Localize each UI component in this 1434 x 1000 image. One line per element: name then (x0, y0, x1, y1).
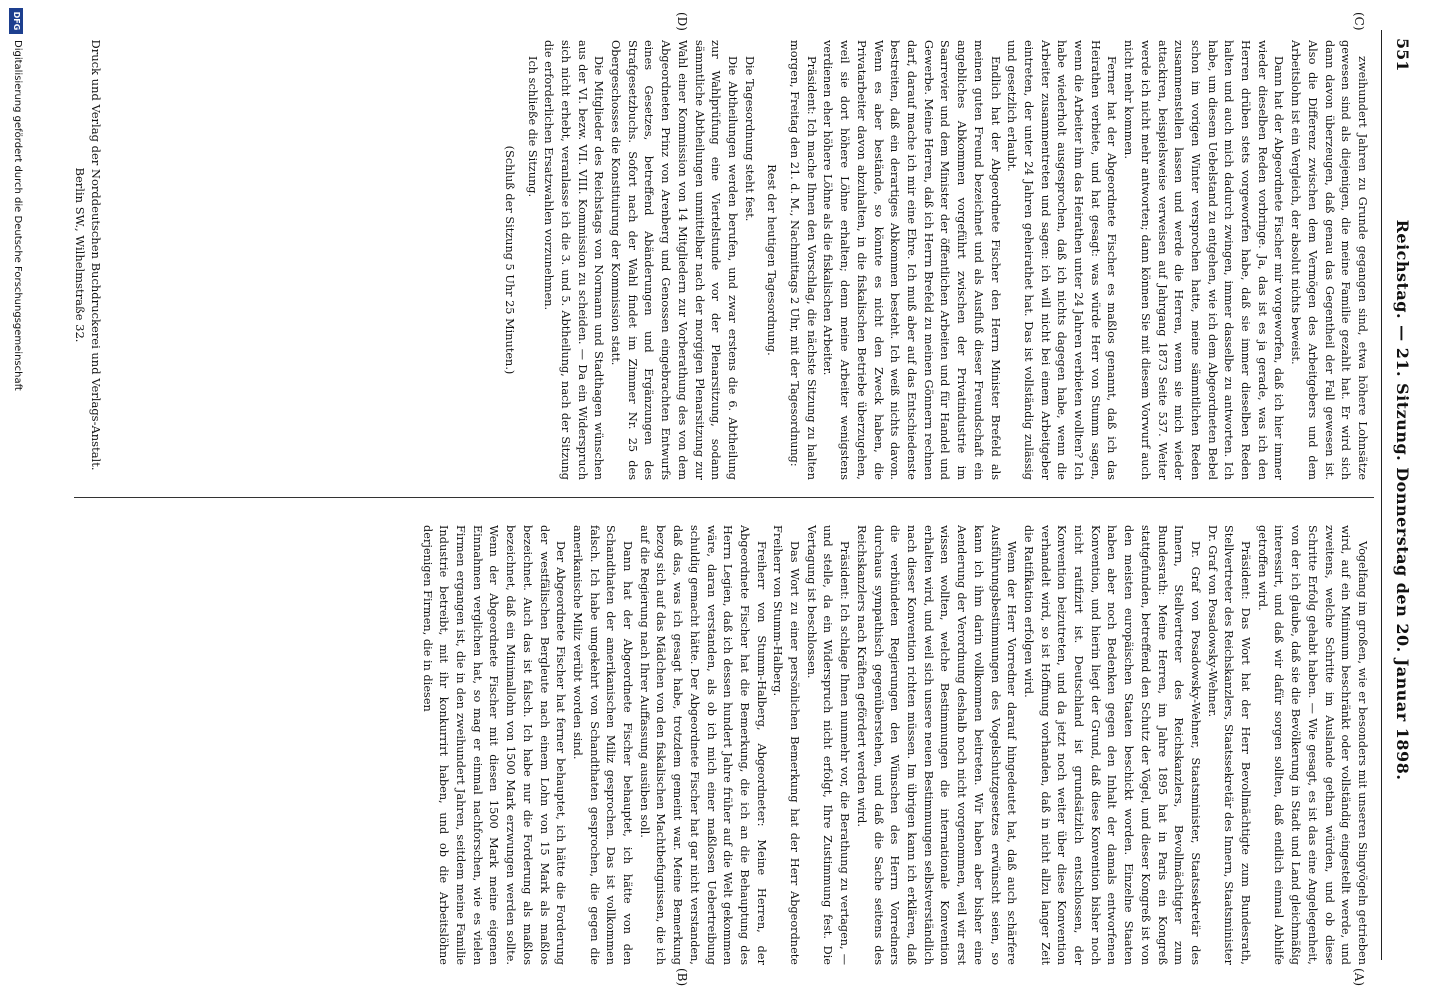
left-text-column (494, 40, 1370, 480)
paragraph: Endlich hat der Abgeordnete Fischer den Herrn Minister Brefeld als meinen guten Freund bezeichnet und als Ausfluß dieser Freundschaft ein angebliches Abkommen vorgeführt zwischen der Privatindustrie im Saarrevier und dem Minister der öffentlichen Arbeiten und für Handel und Gewerbe. Meine Herren, daß ich Herrn Brefeld zu meinen Gönnern rechnen darf, darauf mache ich mir eine Ehre. Ich muß aber auf das Entschiedenste bestreiten, daß ein derartiges Abkommen besteht. Ich weiß nichts davon. Wenn es aber bestände, so könnte es nicht den Zweck haben, die Privatarbeiter davon abzuhalten, in die fiskalischen Betriebe überzugehen, weil sie dort höhere Löhne erhalten; denn meine Arbeiter wenigstens verdienen eher höhere Löhne als die fiskalischen Arbeiter. (821, 40, 1002, 480)
page-number: 551 (1393, 38, 1412, 72)
paragraph: Ferner hat der Abgeordnete Fischer es maßlos genannt, daß ich das Heirathen verbiete, und hat gesagt: was würde Herr von Stumm sagen, wenn die Arbeiter ihm das Heirathen unter 24 Jahren verbieten wollten? Ich habe wiederholt ausgesprochen, daß ich nichts dagegen habe, wenn die Arbeiter zusammentreten und sagen: ich will nicht bei einem Arbeitgeber eintreten, der unter 24 Jahren geheirathet hat. Das ist vollständig zulässig und gesetzlich erlaubt. (1005, 40, 1119, 480)
paragraph: zweihundert Jahren zu Grunde gegangen sind, etwa höhere Lohnsätze gewesen sind als diejenigen, die meine Familie gezahlt hat. Er wird sich dann davon überzeugen, daß genau das Gegentheil der Fall gewesen ist. Also die Differenz zwischen dem Vermögen des Arbeitgebers und dem Arbeitslohn ist ein Vergleich, der absolut nichts beweist. (1289, 40, 1369, 480)
page-header (1388, 30, 1412, 970)
margin-marker-d: (D) (675, 12, 689, 31)
paragraph: Vogelfang im großen, wie er besonders mit unseren Singvögeln getrieben wird, auf ein Minimum beschränkt oder vollständig eingestellt werde, und zweitens, welche Schritte im Auslande gethan würden, und ob diese Schritte Erfolg gehabt haben. — Wie gesagt, es ist das eine Angelegenheit, von der ich glaube, daß sie die Bevölkerung in Stadt und Land gleichmäßig interessirt, und daß wir dafür sorgen sollten, daß endlich einmal Abhilfe getroffen wird. (1255, 525, 1369, 965)
paragraph: Wenn der Herr Vorredner darauf hingedeutet hat, daß auch schärfere Ausführungsbestimmungen des Vogelschutzgesetzes erwünscht seien, so kann ich ihm darin vollkommen beitreten. Wir haben aber bisher eine Aenderung der Verordnung deshalb noch nicht vorgenommen, weil wir erst wissen wollten, welche Bestimmungen die internationale Konvention erhalten wird, und weil sich unsere neuen Bestimmungen selbstverständlich nach dieser Konvention richten müssen. Im übrigen kann ich erklären, daß die verbündeten Regierungen den Wünschen des Herrn Vorredners durchaus sympathisch gegenüberstehen, und daß die Sache seitens des Reichskanzlers nach Kräften gefördert werden wird. (854, 525, 1019, 965)
column-divider (74, 497, 1374, 498)
digitization-credit: Digitalisierung gefördert durch die Deutsche Forschungsgemeinschaft (12, 40, 23, 391)
margin-marker-b: (B) (675, 968, 689, 987)
paragraph: Die Tagesordnung steht fest. (742, 56, 756, 222)
paragraph: Das Wort zu einer persönlichen Bemerkung hat der Herr Abgeordnete Freiherr von Stumm-Halberg. (771, 525, 802, 965)
paragraph: Die Abtheilungen werden berufen, und zwar erstens die 6. Abtheilung zur Wahlprüfung eine Viertelstunde vor der Plenarsitzung, sodann sämmtliche Abtheilungen unmittelbar nach der morgigen Plenarsitzung zur Wahl einer Kommission von 14 Mitgliedern zur Vorberathung des von dem Abgeordneten Prinz von Arenberg und Genossen eingebrachten Entwurfs eines Gesetzes, betreffend Abänderungen und Ergänzungen des Strafgesetzbuchs. Sofort nach der Wahl findet im Zimmer Nr. 25 des Obergeschosses die Konstituirung der Kommission statt. (609, 40, 739, 480)
imprint-line: Druck und Verlag der Norddeutschen Buchdruckerei und Verlags-Anstalt. (89, 39, 103, 471)
paragraph: Präsident: Ich schlage Ihnen nunmehr vor, die Berathung zu vertagen, — und stelle, da ein Widerspruch nicht erfolgt, Ihre Zustimmung fest. Die Vertagung ist beschlossen. (804, 525, 852, 965)
paragraph: Die Mitglieder des Reichstags von Normann und Stadthagen wünschen aus der VI. bezw. VII. VIII. Kommission zu scheiden. — Da ein Widerspruch sich nicht erhebt, veranlasse ich die 3. und 5. Abtheilung, nach der Sitzung die erforderlichen Ersatzwahlen vorzunehmen. (542, 40, 606, 480)
digitization-footer (4, 0, 26, 1000)
paragraph: Ich schließe die Sitzung. (525, 56, 539, 198)
right-text-column (418, 525, 1370, 965)
margin-marker-a: (A) (1352, 968, 1366, 987)
header-rule (1381, 30, 1382, 960)
paragraph: Dr. Graf von Posadowsky-Wehner, Staatsminister, Staatssekretär des Innern, Stellvertreter des Reichskanzlers, Bevollmächtigter zum Bundesrath: Meine Herren, im Jahre 1895 hat in Paris ein Kongreß stattgefunden, betreffend den Schutz der Vögel, und dieser Kongreß ist von den meisten europäischen Staaten beschickt worden. Einzelne Staaten haben aber noch Bedenken gegen den Inhalt der damals entworfenen Konvention, und hierin liegt der Grund, daß diese Konvention bisher noch nicht ratifizirt ist. Deutschland ist grundsätzlich entschlossen, der Konvention beizutreten, und da jetzt noch weiter über diese Konvention verhandelt wird, so ist Hoffnung vorhanden, daß in nicht allzu langer Zeit die Ratifikation erfolgen wird. (1021, 525, 1202, 965)
margin-marker-c: (C) (1352, 12, 1366, 31)
printer-imprint (72, 30, 104, 480)
paragraph: Dann hat der Abgeordnete Fischer behauptet, ich hätte von den Schandthaten der amerikanischen Miliz gesprochen. Das ist vollkommen falsch. Ich habe umgekehrt von Schandthaten gesprochen, die gegen die amerikanische Miliz verübt worden sind. (570, 525, 635, 965)
paragraph: Dann hat der Abgeordnete Fischer mir vorgeworfen, daß ich hier immer wieder dieselben Reden vorbringe. Ja, das ist es ja gerade, was ich den Herren drüben stets vorgeworfen habe, daß sie immer dieselben Reden halten und auch mich dadurch zwingen, immer dasselbe zu antworten. Ich habe, um diesem Uebelstand zu entgehen, wie ich dem Abgeordneten Bebel schon im vorigen Winter versprochen hatte, meine sämmtlichen Reden zusammenstellen lassen und werde die Herren, wenn sie mich wieder attackiren, beispielsweise verweisen auf Jahrgang 1873 Seite 537. Weiter werde ich nicht mehr antworten; dann können Sie mit diesem Vorwurf auch nicht mehr kommen. (1122, 40, 1286, 480)
running-title: Reichstag. — 21. Sitzung. Donnerstag den 20. Januar 1898. (1393, 219, 1412, 781)
dfg-logo: DFG (9, 8, 23, 34)
centered-line: Rest der heutigen Tagesordnung. (765, 164, 779, 356)
paragraph: Der Abgeordnete Fischer hat ferner behauptet, ich hätte die Forderung der westfälischen Bergleute nach einem Lohn von 15 Mark als maßlos bezeichnet. Auch das ist falsch. Ich habe nur die Forderung als maßlos bezeichnet, daß ein Minimallohn von 1500 Mark erzwungen werden sollte. Wenn der Abgeordnete Fischer mit diesen 1500 Mark meine eigenen Einnahmen verglichen hat, so mag er einmal nachforschen, wie es vielen Firmen ergangen ist, die in den zweihundert Jahren, seitdem meine Familie Industrie betreibt, mit ihr konkurrirt haben, und ob die Arbeitslöhne derjenigen Firmen, die in diesen (420, 525, 568, 965)
paragraph: Präsident: Ich mache Ihnen den Vorschlag, die nächste Sitzung zu halten morgen, Freitag den 21. d. M., Nachmittags 2 Uhr, mit der Tagesordnung: (788, 40, 818, 480)
paragraph: Freiherr von Stumm-Halberg, Abgeordneter: Meine Herren, der Abgeordnete Fischer hat die Bemerkung, die ich an die Behauptung des Herrn Legien, daß ich dessen hundert Jahre früher auf die Welt gekommen wäre, daran verstanden, als ob ich mich einer maßlosen Uebertreibung schuldig gemacht hätte. Der Abgeordnete Fischer hat gar nicht verstanden, daß das, was ich gesagt habe, trotzdem gemeint war. Meine Bemerkung bezog sich auf das Mädchen von den fiskalischen Machtbefugnissen, die ich auf die Regierung nach Ihrer Auffassung ausüben soll. (637, 525, 768, 965)
paragraph: Präsident: Das Wort hat der Herr Bevollmächtigte zum Bundesrath, Stellvertreter des Reichskanzlers, Staatssekretär des Innern, Staatsminister Dr. Graf von Posadowsky-Wehner. (1205, 525, 1253, 965)
centered-line: (Schluß der Sitzung 5 Uhr 25 Minuten.) (502, 145, 516, 375)
imprint-line: Berlin SW., Wilhelmstraße 32. (73, 167, 87, 343)
